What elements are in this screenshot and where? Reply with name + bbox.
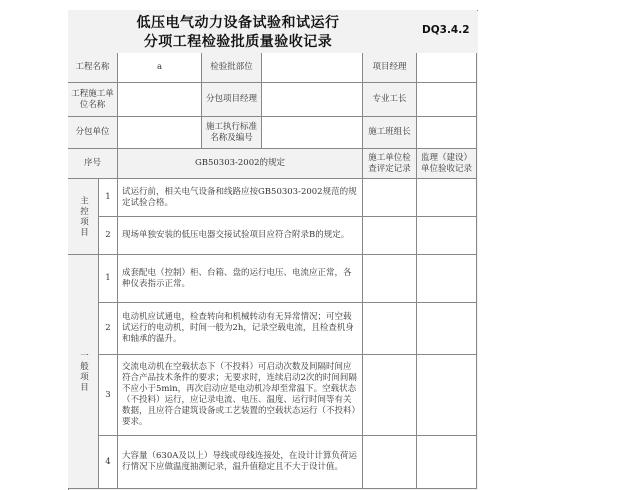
project-name-value: a (118, 53, 202, 83)
supervision-header: 监理（建设）单位验收记录 (417, 149, 477, 179)
general-item-4-self-check (363, 436, 417, 489)
general-item-1-self-check (363, 255, 417, 303)
team-leader-value (417, 117, 477, 149)
spec-header: GB50303-2002的规定 (118, 149, 363, 179)
main-item-1-text: 试运行前，相关电气设备和线路应按GB50303-2002规范的规定试验合格。 (118, 179, 363, 217)
sub-unit-value (118, 117, 202, 149)
general-item-3-self-check (363, 355, 417, 436)
main-item-1-no: 1 (99, 179, 118, 217)
general-item-2-text: 电动机应试通电，检查转向和机械转动有无异常情况；可空载试运行的电动机，时间一般为2h，记录空载电流，且检查机身和轴承的温升。 (118, 303, 363, 355)
general-item-1-no: 1 (99, 255, 118, 303)
form-title-line2: 分项工程检验批质量验收记录 (143, 34, 333, 50)
main-item-1-self-check (363, 179, 417, 217)
team-leader-label: 施工班组长 (363, 117, 417, 149)
seq-header: 序号 (68, 149, 118, 179)
main-items-group (68, 179, 99, 255)
project-name-label: 工程名称 (68, 53, 118, 83)
project-manager-label: 项目经理 (363, 53, 417, 83)
inspection-lot-label: 检验批部位 (202, 53, 262, 83)
main-item-1-supervision (417, 179, 477, 217)
foreman-label: 专业工长 (363, 83, 417, 117)
general-item-3-no: 3 (99, 355, 118, 436)
standard-value (262, 117, 363, 149)
main-item-2-supervision (417, 217, 477, 255)
main-item-2-self-check (363, 217, 417, 255)
general-item-4-text: 大容量（630A及以上）导线或母线连接处，在设计计算负荷运行情况下应做温度抽测记录，温升值稳定且不大于设计值。 (118, 436, 363, 489)
main-item-2-text: 现场单独安装的低压电器交接试验项目应符合附录B的规定。 (118, 217, 363, 255)
sub-unit-label: 分包单位 (68, 117, 118, 149)
foreman-value (417, 83, 477, 117)
general-item-2-self-check (363, 303, 417, 355)
general-items-group-label: 一般项目 (78, 350, 89, 393)
general-item-2-supervision (417, 303, 477, 355)
project-manager-value (417, 53, 477, 83)
form-title-line1: 低压电气动力设备试验和试运行 (136, 15, 340, 31)
general-item-1-supervision (417, 255, 477, 303)
general-item-1-text: 成套配电（控制）柜、台箱、盘的运行电压、电流应正常，各种仪表指示正常。 (118, 255, 363, 303)
main-items-group-label: 主控项目 (78, 195, 89, 238)
inspection-lot-value (262, 53, 363, 83)
sub-manager-label: 分包项目经理 (202, 83, 262, 117)
self-check-header: 施工单位检查评定记录 (363, 149, 417, 179)
general-item-3-text: 交流电动机在空载状态下（不投料）可启动次数及间隔时间应符合产品技术条件的要求；无要求时，连续启动2次的时间间隔不应小于5min，再次启动应是电动机冷却至常温下。空载状态（不投料）运行，应记录电流、电压、温度、运行时间等有关数据，且应符合建筑设备或工艺装置的空载状态运行（不投料）要求。 (118, 355, 363, 436)
general-item-4-no: 4 (99, 436, 118, 489)
main-item-2-no: 2 (99, 217, 118, 255)
sub-manager-value (262, 83, 363, 117)
form-code: DQ3.4.2 (422, 24, 470, 36)
general-item-2-no: 2 (99, 303, 118, 355)
general-item-3-supervision (417, 355, 477, 436)
contractor-label: 工程施工单位名称 (68, 83, 118, 117)
contractor-value (118, 83, 202, 117)
general-item-4-supervision (417, 436, 477, 489)
general-items-group (68, 255, 99, 489)
standard-label: 施工执行标准名称及编号 (202, 117, 262, 149)
